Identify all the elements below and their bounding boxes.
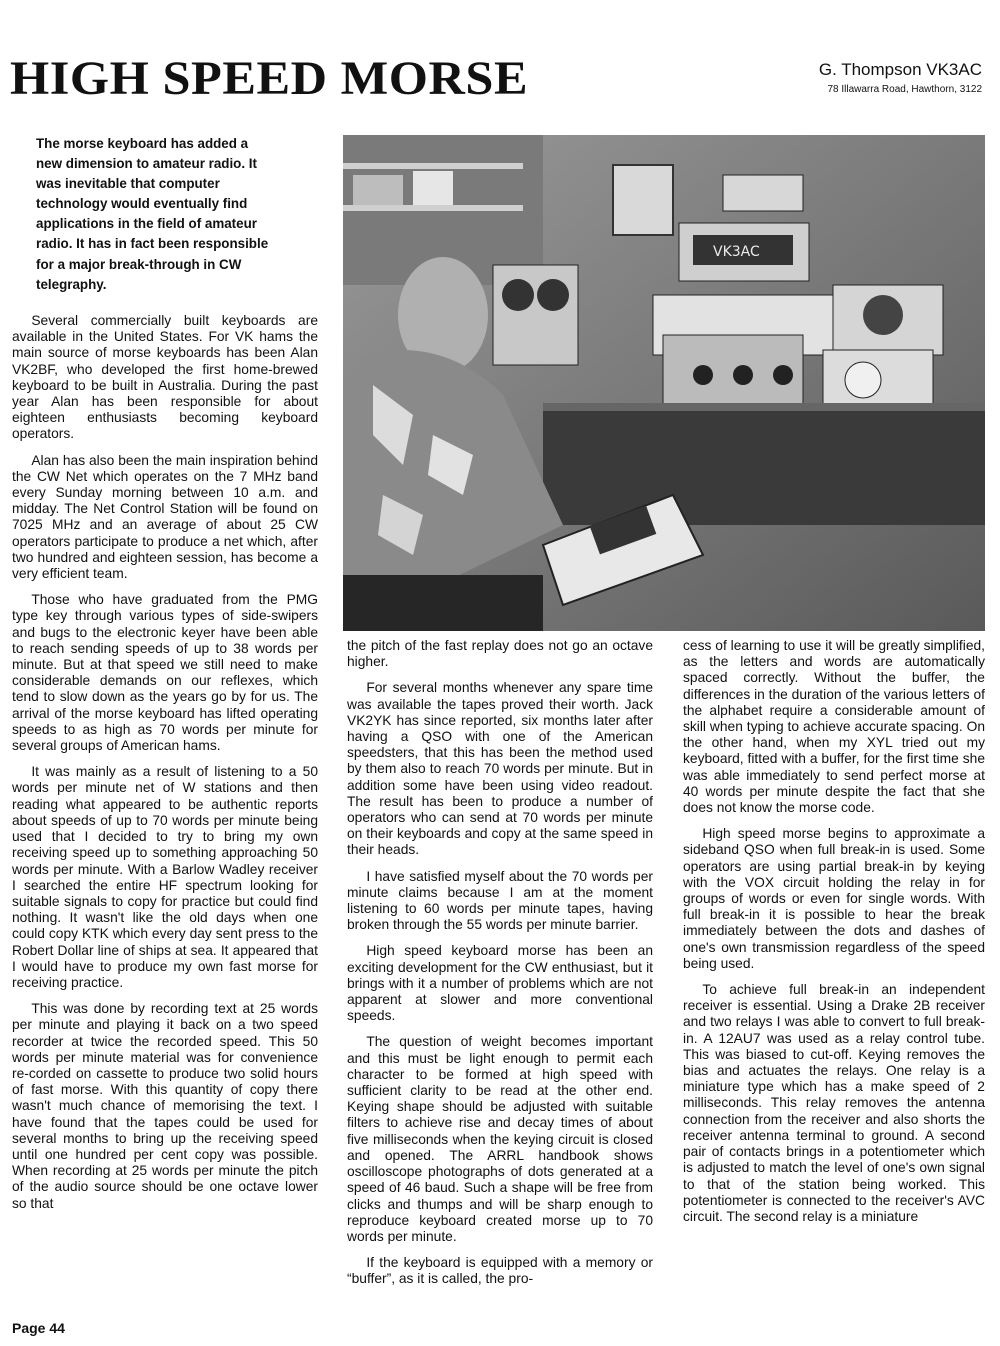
station-photo — [343, 135, 985, 631]
paragraph: The question of weight becomes important and this must be light enough to permit each character to be formed at high speed with sufficient clarity to be read at the other end. Keying shape should be adjusted with suitable filters to achieve rise and decay times of about five milliseconds when the keying circuit is closed and opened. The ARRL handbook shows oscilloscope photographs of dots generated at a speed of 46 baud. Such a shape will be free from clicks and thumps and will be sharp enough to reproduce keyboard created morse up to 70 words per minute. — [347, 1034, 653, 1244]
paragraph: the pitch of the fast replay does not go an octave higher. — [347, 638, 653, 670]
author-name: G. Thompson VK3AC — [818, 60, 982, 79]
article-title: HIGH SPEED MORSE — [10, 52, 529, 105]
paragraph: Those who have graduated from the PMG type key through various types of side-swipers and bugs to the electronic keyer have been able to reach sending speeds of up to 38 words per minute. But at that speed we still need to make considerable demands on our reflexes, which tend to slow down as the years go by for us. The arrival of the morse keyboard has lifted operating speeds to as high as 70 words per minute for several groups of American hams. — [12, 592, 318, 754]
paragraph: I have satisfied myself about the 70 words per minute claims because I am at the moment listening to 60 words per minute tapes, having broken through the 55 words per minute barrier. — [347, 868, 653, 933]
column-1 — [12, 313, 318, 1222]
paragraph: cess of learning to use it will be greatly simplified, as the letters and words are automatically spaced correctly. Without the buffer, the differences in the duration of the various letters of the alphabet require a considerable amount of skill when typing to achieve accurate spacing. On the other hand, when my XYL tried out my keyboard, fitted with a buffer, for the first time she was able immediately to send perfect morse at 40 words per minute despite the fact that she does not know the morse code. — [683, 638, 985, 816]
paragraph: This was done by recording text at 25 words per minute and playing it back on a two speed recorder at twice the recorded speed. This 50 words per minute material was for convenience re-corded on cassette to produce two solid hours of fast morse. With this quantity of copy there wasn't much chance of memorising the text. I have found that the tapes could be used for several months to bring up the receiving speed until one hundred per cent copy was possible. When recording at 25 words per minute the pitch of the audio source should be one octave lower so that — [12, 1001, 318, 1211]
paragraph: To achieve full break-in an independent receiver is essential. Using a Drake 2B receiver and two relays I was able to convert to full break-in. A 12AU7 was used as a relay control tube. This was biased to cut-off. Keying removes the bias and actuates the relays. One relay is a miniature type which has a make speed of 2 milliseconds. This relay removes the antenna connection from the receiver and also shorts the receiver antenna terminal to ground. A second pair of contacts brings in a potentiometer which is adjusted to match the level of one's own signal to that of the station being worked. This potentiometer is connected to the receiver's AVC circuit. The second relay is a miniature — [683, 982, 985, 1224]
paragraph: High speed keyboard morse has been an exciting development for the CW enthusiast, but it brings with it a number of problems which are not apparent at slower and more conventional speeds. — [347, 943, 653, 1024]
column-2 — [347, 638, 653, 1298]
paragraph: It was mainly as a result of listening to a 50 words per minute net of W stations and then reading what appeared to be authentic reports about speeds of up to 70 words per minute being used that I decided to try to bring my own receiving speed up to something approaching 50 words per minute. With a Barlow Wadley receiver I searched the entire HF spectrum looking for suitable signals to copy for practice but could find nothing. It wasn't like the old days when one could copy KTK which every day sent press to the Robert Dollar line of ships at sea. It appeared that I would have to produce my own fast morse for receiving practice. — [12, 764, 318, 990]
paragraph: If the keyboard is equipped with a memory or “buffer”, as it is called, the pro- — [347, 1255, 653, 1287]
intro-paragraph: The morse keyboard has added a new dimension to amateur radio. It was inevitable that computer technology would eventually find applications in the field of amateur radio. It has in fact been responsible for a major break-through in CW telegraphy. — [36, 136, 269, 292]
byline — [819, 60, 982, 95]
callsign-display: VK3AC — [713, 244, 760, 260]
author-address: 78 Illawarra Road, Hawthorn, 3122 — [827, 84, 982, 96]
paragraph: Several commercially built keyboards are available in the United States. For VK hams the main source of morse keyboards has been Alan VK2BF, who developed the first home-brewed keyboard to be built in Australia. During the past year Alan has been responsible for about eighteen enthusiasts becoming keyboard operators. — [12, 313, 318, 442]
paragraph: High speed morse begins to approximate a sideband QSO when full break-in is used. Some operators are using partial break-in by keying with the VOX circuit holding the relay in for groups of words or even for single words. With full break-in it is possible to hear the break immediately between the dots and dashes of one's own transmission regardless of the speed being used. — [683, 826, 985, 971]
page-number: Page 44 — [12, 1320, 65, 1336]
paragraph: Alan has also been the main inspiration behind the CW Net which operates on the 7 MHz band every Sunday morning between 10 a.m. and midday. The Net Control Station will be found on 7025 MHz and an average of about 25 CW operators participate to produce a net which, after two hundred and eighteen session, has become a very efficient team. — [12, 452, 318, 582]
column-3 — [683, 638, 985, 1235]
paragraph: For several months whenever any spare time was available the tapes proved their worth. Jack VK2YK has since reported, six months later after having a QSO with one of the American speedsters, that this has been the method used by them also to reach 70 words per minute. But in addition some have been using video readout. The result has been to produce a number of operators who can send at 70 words per minute on their keyboards and copy at the same speed in their heads. — [347, 680, 653, 858]
